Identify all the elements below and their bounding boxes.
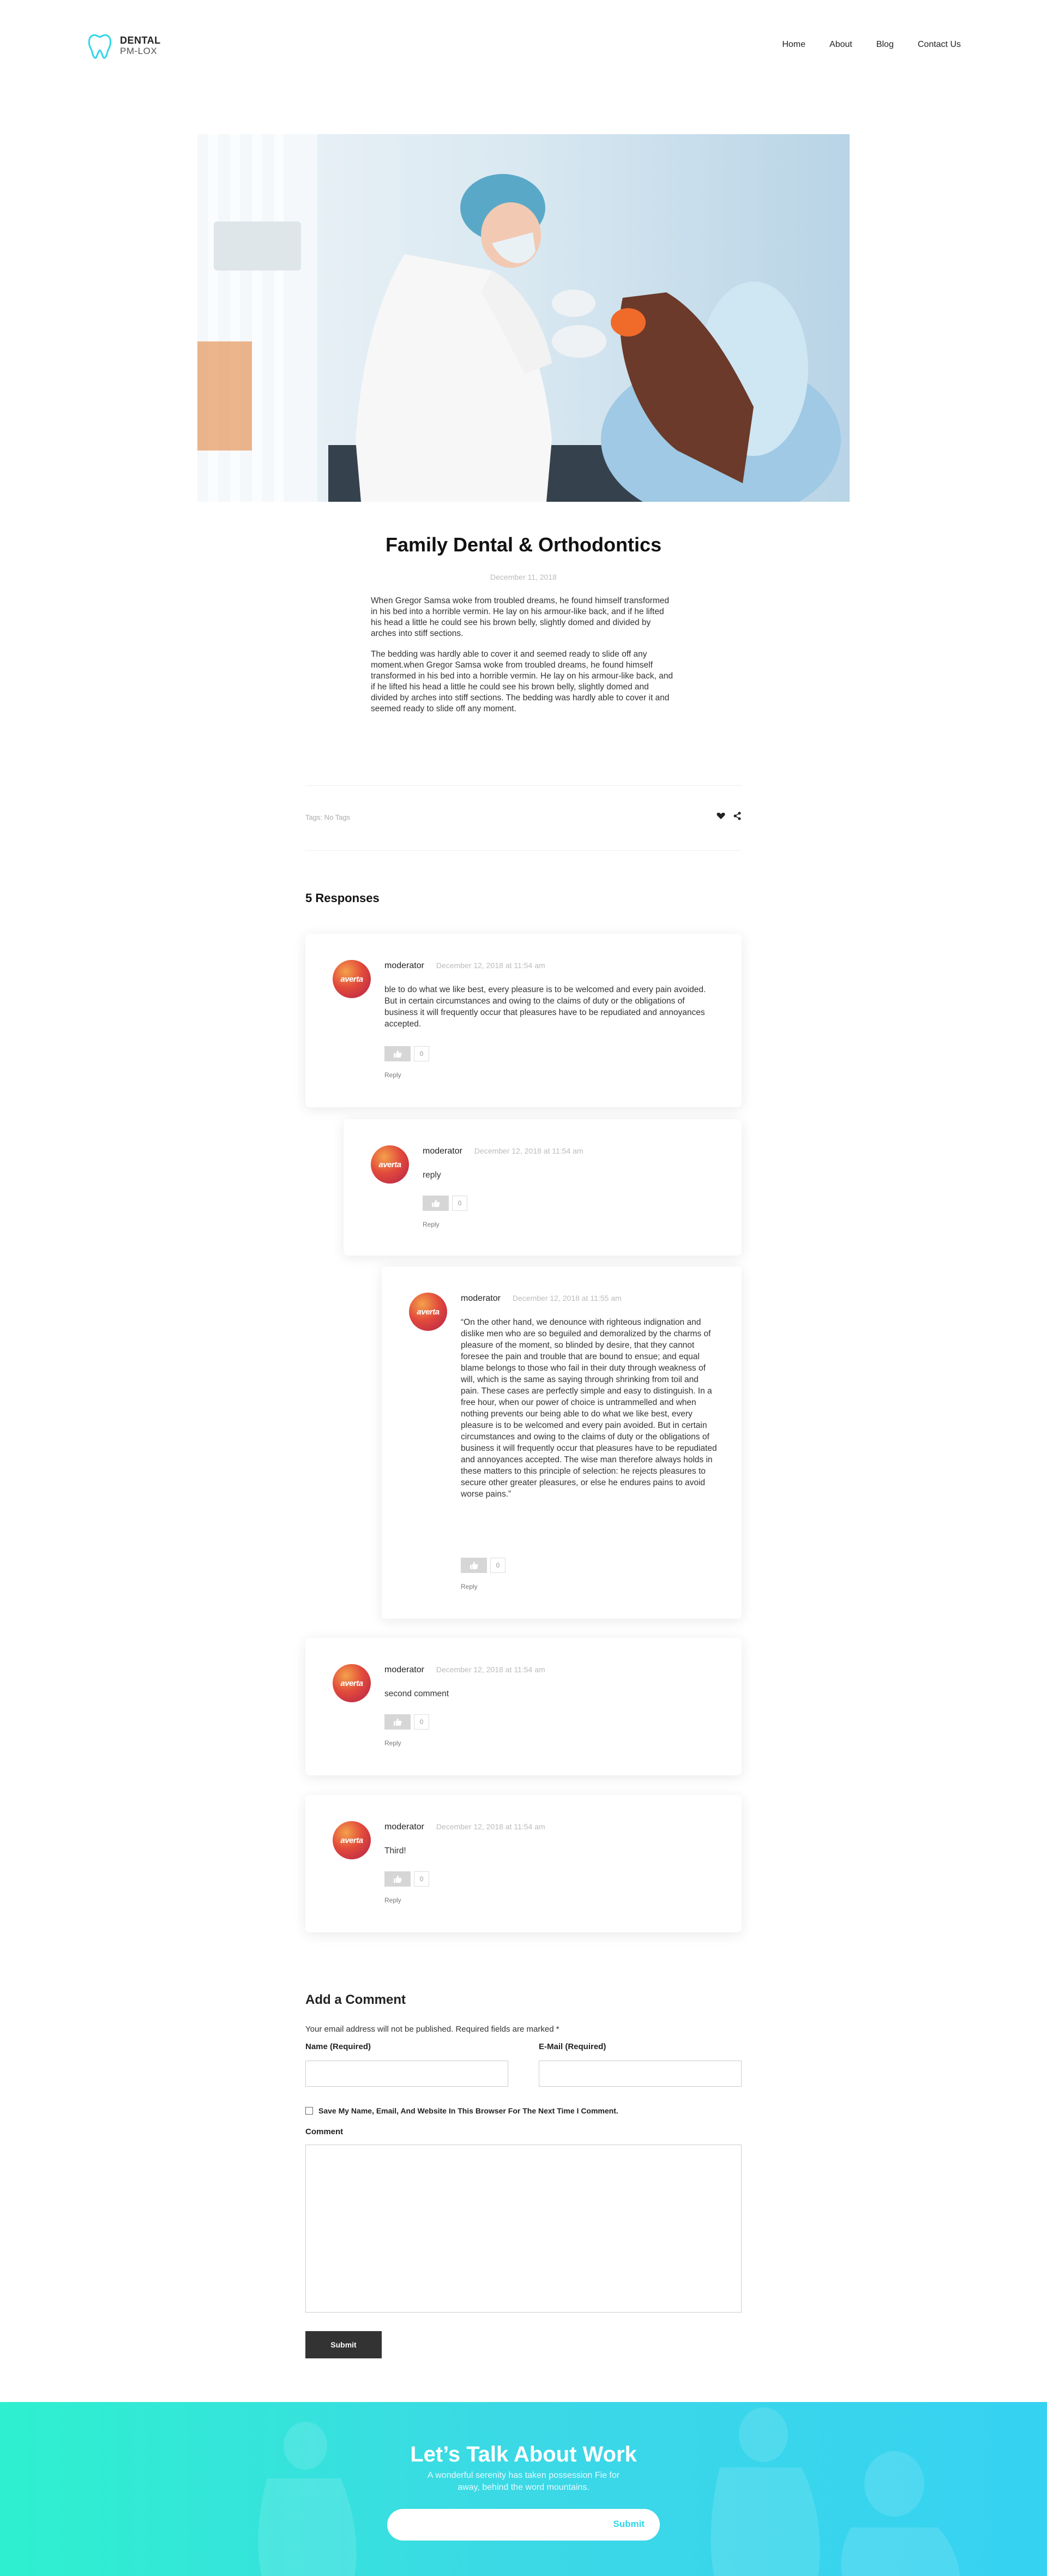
comment-card xyxy=(305,1795,742,1932)
comment-text: reply xyxy=(423,1170,441,1180)
like-button[interactable] xyxy=(384,1714,411,1730)
comment-card xyxy=(305,934,742,1107)
avatar-text: averta xyxy=(340,1678,363,1688)
comment-author[interactable]: moderator xyxy=(461,1294,501,1303)
thumbs-up-icon xyxy=(431,1199,440,1207)
thumbs-up-icon xyxy=(470,1562,478,1569)
comment-author[interactable]: moderator xyxy=(384,1665,424,1674)
post-paragraph: When Gregor Samsa woke from troubled dreams, he found himself transformed in his bed into a horrible vermin. He lay on his armour-like back, and if he lifted his head a little he could see his brown belly, slightly domed and divided by arches into stiff sections. xyxy=(371,596,670,638)
avatar xyxy=(371,1145,409,1184)
heart-icon[interactable] xyxy=(717,812,725,820)
comment-date[interactable]: December 12, 2018 at 11:55 am xyxy=(512,1294,622,1302)
email-field[interactable] xyxy=(539,2061,742,2087)
cta-email-input[interactable] xyxy=(387,2509,660,2541)
post-meta-bar xyxy=(305,785,742,851)
save-info-label: Save My Name, Email, And Website In This Browser For The Next Time I Comment. xyxy=(318,2106,618,2115)
post-tags: Tags: No Tags xyxy=(305,813,351,821)
comment-form-note: Your email address will not be published. Required fields are marked * xyxy=(305,2025,559,2034)
reply-link[interactable]: Reply xyxy=(423,1221,440,1228)
like-control xyxy=(423,1196,467,1211)
save-info-checkbox[interactable] xyxy=(305,2107,313,2115)
brand-subname: PM-LOX xyxy=(120,46,158,56)
like-control xyxy=(384,1871,429,1887)
comment-label: Comment xyxy=(305,2127,344,2136)
comment-date[interactable]: December 12, 2018 at 11:54 am xyxy=(436,1822,545,1831)
cta-subtitle xyxy=(0,2470,1047,2494)
comment-card xyxy=(382,1266,742,1619)
nav-about[interactable]: About xyxy=(829,40,852,49)
site-logo[interactable] xyxy=(86,32,161,60)
main-nav xyxy=(782,40,961,50)
comment-date[interactable]: December 12, 2018 at 11:54 am xyxy=(436,1665,545,1674)
nav-home[interactable]: Home xyxy=(782,40,806,49)
post-featured-image xyxy=(197,134,850,502)
post-body xyxy=(371,596,674,724)
contact-cta-section xyxy=(0,2402,1047,2576)
comment-textarea[interactable] xyxy=(305,2145,742,2313)
avatar xyxy=(333,1821,371,1859)
avatar-text: averta xyxy=(340,1835,363,1845)
avatar xyxy=(333,1664,371,1702)
cta-submit-button[interactable]: Submit xyxy=(613,2519,645,2529)
cta-subtitle-line: A wonderful serenity has taken possession Fie for xyxy=(427,2471,620,2480)
avatar-text: averta xyxy=(378,1160,401,1169)
comment-form-title: Add a Comment xyxy=(305,1992,406,2007)
like-count: 0 xyxy=(490,1558,506,1573)
post-paragraph: The bedding was hardly able to cover it and seemed ready to slide off any moment.when Gregor Samsa woke from troubled dreams, he found himself transformed in his bed into a horrible vermin. He lay on his armour-like back, and if he lifted his head a little he could see his brown belly, slightly domed and divided by arches into stiff sections. The bedding was hardly able to cover it and seemed ready to slide off any moment. xyxy=(371,650,673,713)
like-button[interactable] xyxy=(384,1046,411,1061)
save-info-row xyxy=(305,2106,618,2115)
comment-author[interactable]: moderator xyxy=(384,961,424,970)
comment-date[interactable]: December 12, 2018 at 11:54 am xyxy=(474,1146,583,1155)
name-label: Name (Required) xyxy=(305,2042,371,2051)
like-button[interactable] xyxy=(461,1558,487,1573)
comment-author[interactable]: moderator xyxy=(423,1146,462,1156)
avatar-text: averta xyxy=(417,1307,440,1317)
nav-blog[interactable]: Blog xyxy=(876,40,894,49)
responses-title: 5 Responses xyxy=(305,891,380,905)
email-label: E-Mail (Required) xyxy=(539,2042,606,2051)
brand-name: DENTAL xyxy=(120,35,161,46)
like-control xyxy=(461,1558,506,1573)
share-icon[interactable] xyxy=(733,812,742,820)
like-count: 0 xyxy=(414,1714,429,1730)
comment-author[interactable]: moderator xyxy=(384,1822,424,1832)
comment-date[interactable]: December 12, 2018 at 11:54 am xyxy=(436,961,545,970)
comment-text: Third! xyxy=(384,1846,406,1856)
dentist-photo-illustration xyxy=(197,134,850,502)
like-control xyxy=(384,1714,429,1730)
reply-link[interactable]: Reply xyxy=(384,1071,401,1079)
reply-link[interactable]: Reply xyxy=(384,1896,401,1904)
like-count: 0 xyxy=(414,1046,429,1061)
avatar xyxy=(333,960,371,998)
reply-link[interactable]: Reply xyxy=(384,1739,401,1747)
name-field[interactable] xyxy=(305,2061,508,2087)
like-button[interactable] xyxy=(384,1871,411,1887)
like-count: 0 xyxy=(452,1196,467,1211)
thumbs-up-icon xyxy=(393,1718,402,1726)
cta-subtitle-line: away, behind the word mountains. xyxy=(458,2483,589,2492)
avatar-text: averta xyxy=(340,974,363,984)
like-control xyxy=(384,1046,429,1061)
comment-card xyxy=(344,1119,742,1256)
comment-text: ble to do what we like best, every pleasure is to be welcomed and every pain avoided. But in certain circumstances and owing to the claims of duty or the obligations of business it will frequently occur that pleasures have to be repudiated and annoyances accepted. xyxy=(384,985,706,1029)
post-date: December 11, 2018 xyxy=(490,573,557,581)
cta-title: Let’s Talk About Work xyxy=(410,2442,637,2466)
reply-link[interactable]: Reply xyxy=(461,1583,478,1590)
comment-text: second comment xyxy=(384,1689,449,1698)
avatar xyxy=(409,1293,447,1331)
site-header xyxy=(0,0,1047,93)
nav-contact-us[interactable]: Contact Us xyxy=(917,40,961,49)
comment-card xyxy=(305,1638,742,1775)
submit-comment-button[interactable]: Submit xyxy=(305,2331,382,2358)
thumbs-up-icon xyxy=(393,1050,402,1058)
like-button[interactable] xyxy=(423,1196,449,1211)
like-count: 0 xyxy=(414,1871,429,1887)
thumbs-up-icon xyxy=(393,1875,402,1883)
post-title: Family Dental & Orthodontics xyxy=(385,533,662,556)
comment-text: “On the other hand, we denounce with righteous indignation and dislike men who are so beguiled and demoralized by the charms of pleasure of the moment, so blinded by desire, that they cannot foresee the pain and trouble that are bound to ensue; and equal blame belongs to those who fail in their duty through weakness of will, which is the same as saying through shrinking from toil and pain. These cases are perfectly simple and easy to distinguish. In a free hour, when our power of choice is untrammelled and when nothing prevents our being able to do what we like best, every pleasure is to be welcomed and every pain avoided. But in certain circumstances and owing to the claims of duty or the obligations of business it will frequently occur that pleasures have to be repudiated and annoyances accepted. The wise man therefore always holds in these matters to this principle of selection: he rejects pleasures to secure other greater pleasures, or else he endures pains to avoid worse pains.” xyxy=(461,1318,717,1499)
tooth-logo-icon xyxy=(86,32,113,60)
